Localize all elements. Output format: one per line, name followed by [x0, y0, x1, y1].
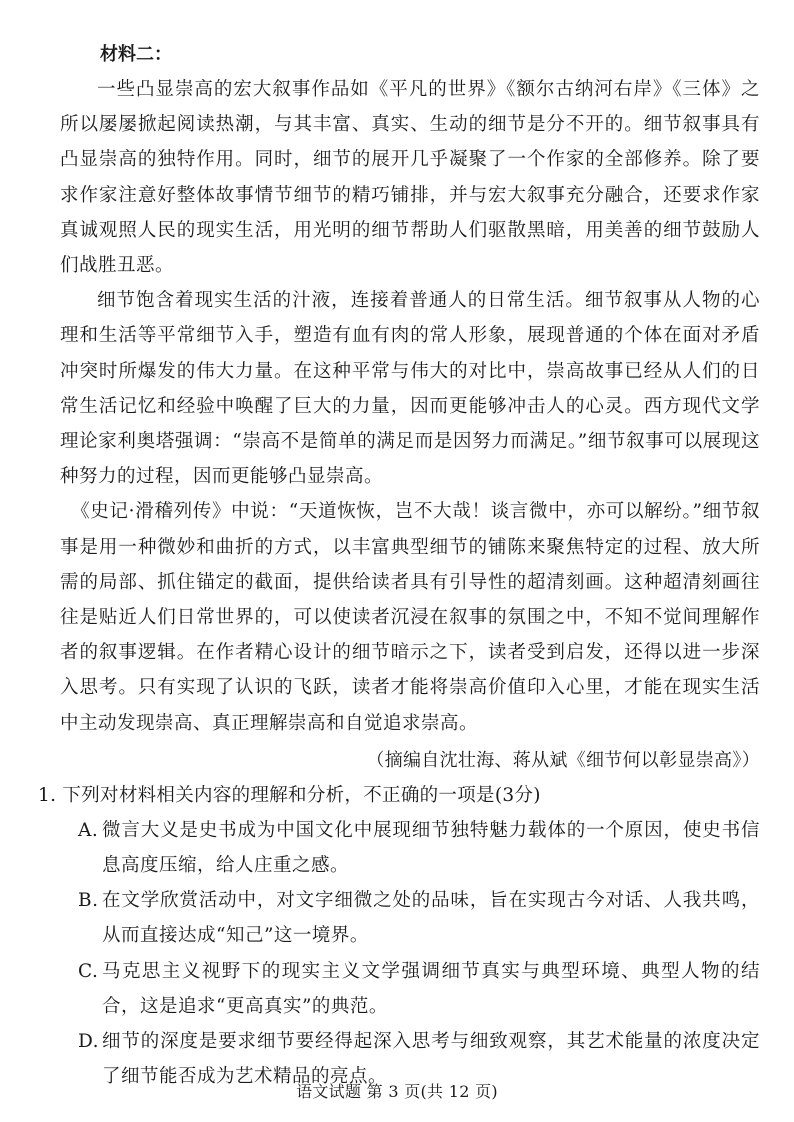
option-a-text: 微言大义是史书成为中国文化中展现细节独特魅力载体的一个原因，使史书信息高度压缩，给人庄重之感。	[102, 819, 760, 877]
page-footer: 语文试题 第 3 页(共 12 页)	[296, 1082, 498, 1101]
option-c	[60, 954, 760, 1024]
option-d-letter: D.	[78, 1031, 100, 1053]
exam-page-body	[38, 38, 760, 1094]
option-a	[60, 813, 760, 883]
section-title: 材料二：	[100, 44, 172, 65]
option-d-text: 细节的深度是要求细节要经得起深入思考与细致观察，其艺术能量的浓度决定了细节能否成为艺术精品的亮点。	[102, 1031, 760, 1088]
option-c-text: 马克思主义视野下的现实主义文学强调细节真实与典型环境、典型人物的结合，这是追求“更高真实”的典范。	[102, 960, 760, 1017]
paragraph-3: 《史记·滑稽列传》中说：“天道恢恢，岂不大哉！谈言微中，亦可以解纷。”细节叙事是用一种微妙和曲折的方式，以丰富典型细节的铺陈来聚焦特定的过程、放大所需的局部、抓住锚定的截面，提供给读者具有引导性的超清刻画。这种超清刻画往往是贴近人们日常世界的，可以使读者沉浸在叙事的氛围之中，不知不觉间理解作者的叙事逻辑。在作者精心设计的细节暗示之下，读者受到启发，还得以进一步深入思考。只有实现了认识的飞跃，读者才能将崇高价值印入心里，才能在现实生活中主动发现崇高、真正理解崇高和自觉追求崇高。	[60, 501, 760, 734]
option-b	[60, 883, 760, 953]
paragraph-2: 细节饱含着现实生活的汁液，连接着普通人的日常生活。细节叙事从人物的心理和生活等平常细节入手，塑造有血有肉的常人形象，展现普通的个体在面对矛盾冲突时所爆发的伟大力量。在这种平常与伟大的对比中，崇高故事已经从人们的日常生活记忆和经验中唤醒了巨大的力量，因而更能够冲击人的心灵。西方现代文学理论家利奥塔强调：“崇高不是简单的满足而是因努力而满足。”细节叙事可以展现这种努力的过程，因而更能够凸显崇高。	[60, 290, 760, 488]
option-a-letter: A.	[78, 819, 99, 841]
option-b-text: 在文学欣赏活动中，对文字细微之处的品味，旨在实现古今对话、人我共鸣，从而直接达成“知己”这一境界。	[102, 890, 760, 947]
source-citation: （摘编自沈壮海、蒋从斌《细节何以彰显崇高》）	[366, 749, 760, 771]
option-c-letter: C.	[78, 960, 99, 982]
option-b-letter: B.	[78, 890, 99, 912]
paragraph-1: 一些凸显崇高的宏大叙事作品如《平凡的世界》《额尔古纳河右岸》《三体》之所以屡屡掀起阅读热潮，与其丰富、真实、生动的细节是分不开的。细节叙事具有凸显崇高的独特作用。同时，细节的展开几乎凝聚了一个作家的全部修养。除了要求作家注意好整体故事情节细节的精巧铺排，并与宏大叙事充分融合，还要求作家真诚观照人民的现实生活，用光明的细节帮助人们驱散黑暗，用美善的细节鼓励人们战胜丑恶。	[60, 79, 760, 277]
question-stem: 1. 下列对材料相关内容的理解和分析，不正确的一项是(3分)	[38, 784, 541, 806]
